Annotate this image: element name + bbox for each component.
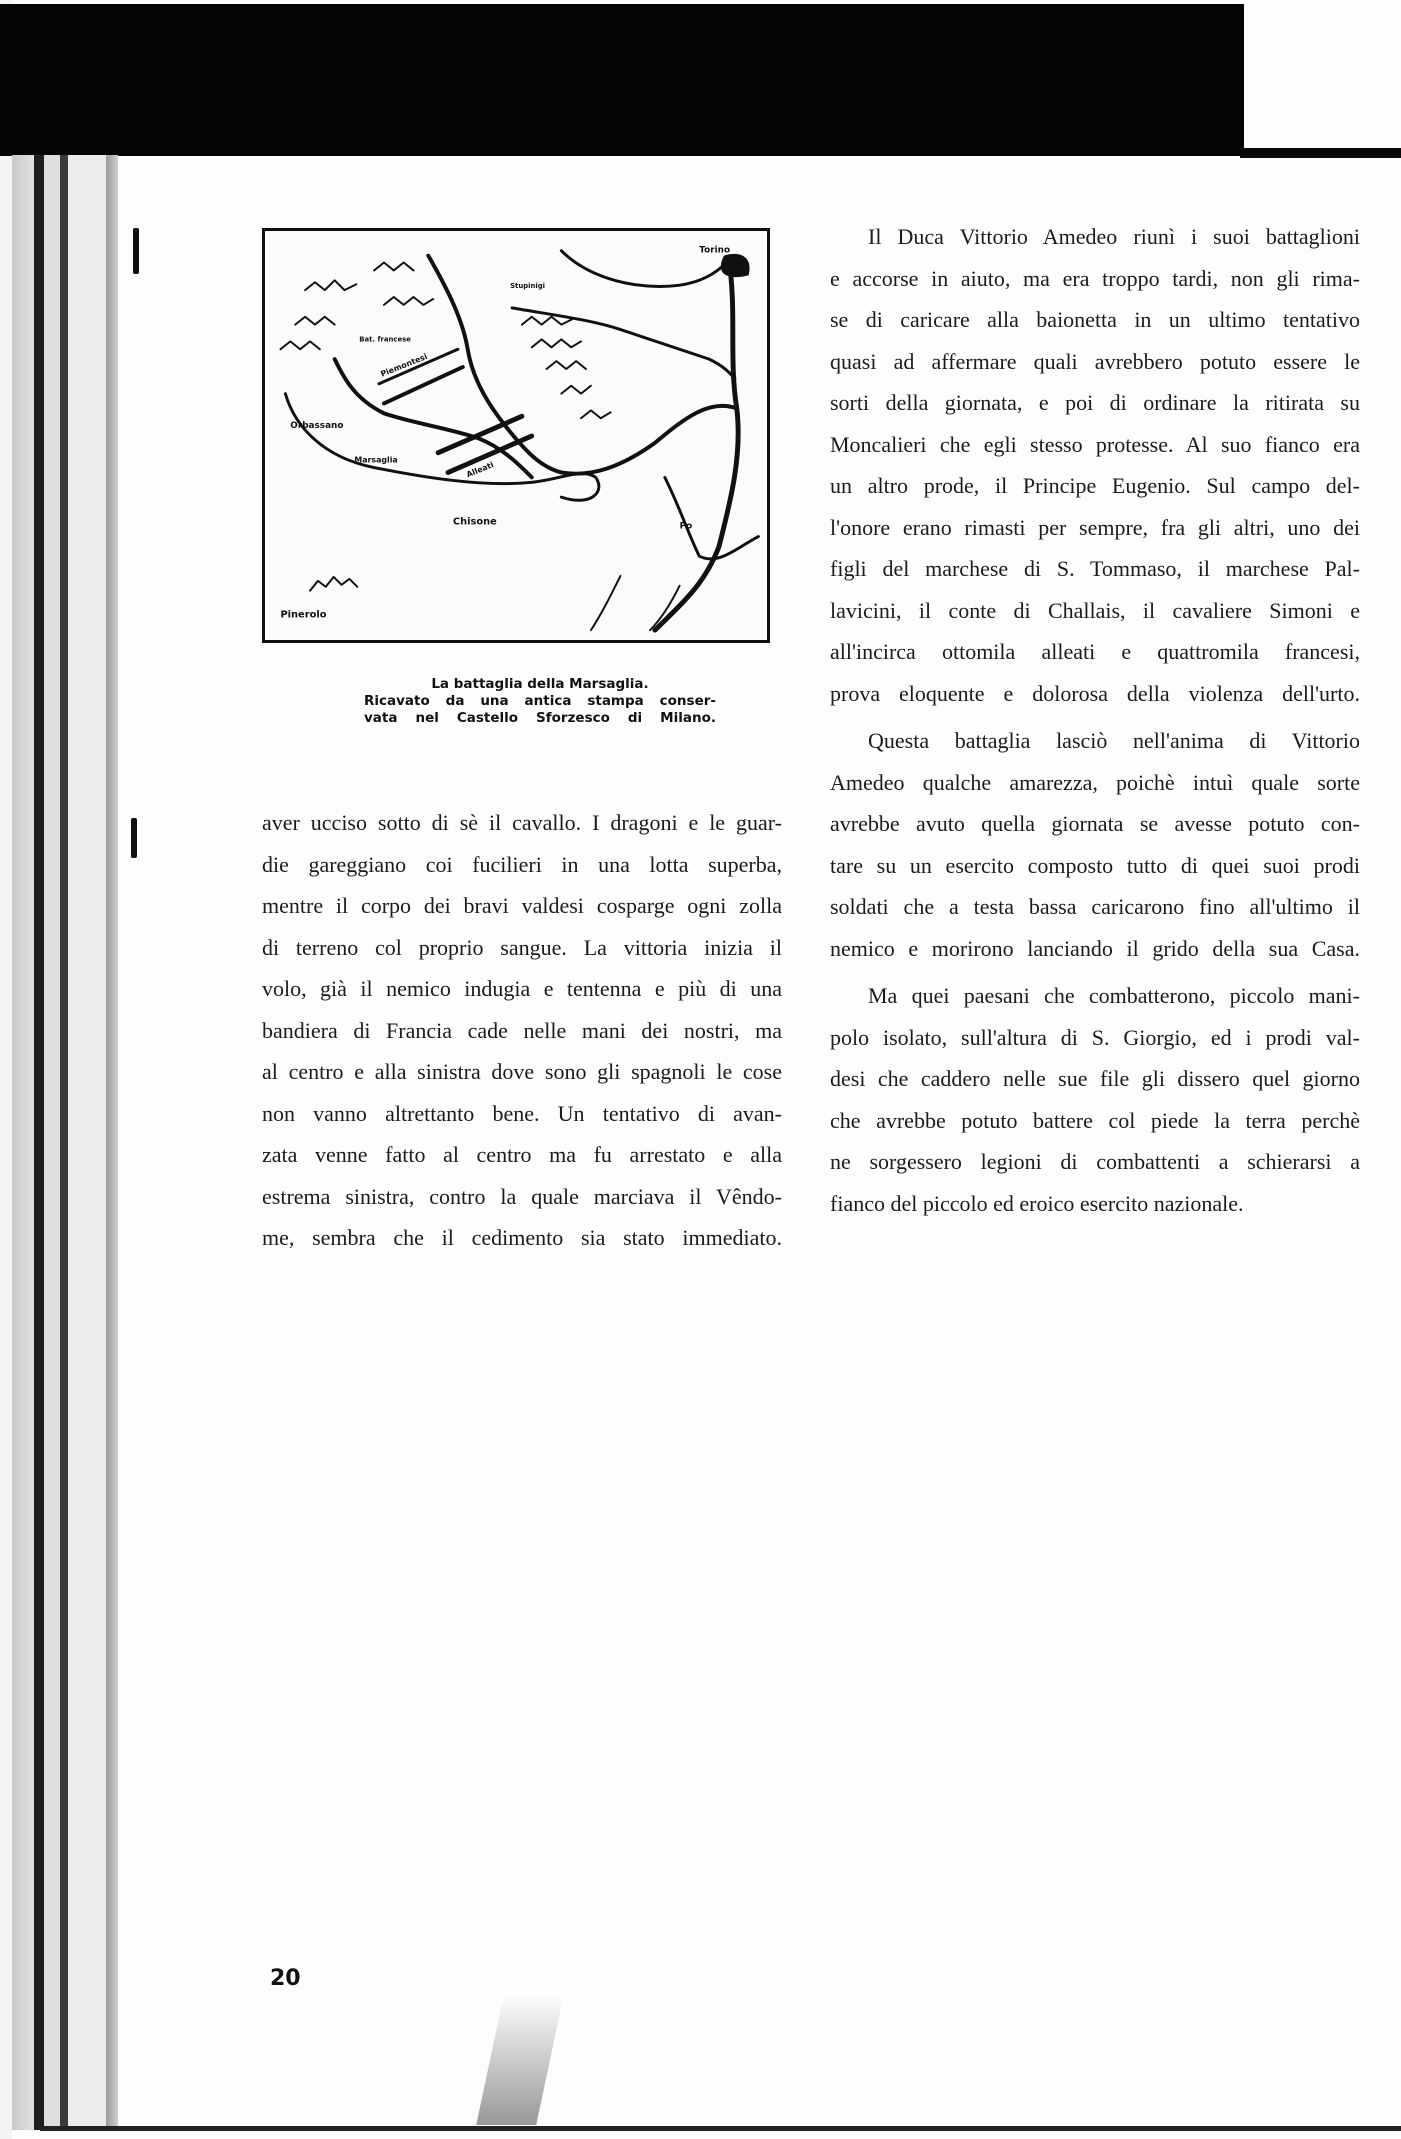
map-hills	[280, 341, 319, 349]
map-hills	[561, 386, 591, 394]
text-line: l'onore erano rimasti per sempre, fra gli altri, uno dei	[830, 514, 1360, 540]
left-column-text	[262, 802, 782, 1259]
map-label-pinerolo: Pinerolo	[280, 609, 327, 621]
text-line: figli del marchese di S. Tommaso, il marchese Pal-	[830, 556, 1360, 581]
text-line: quasi ad affermare quali avrebbero potuto essere le	[830, 348, 1360, 374]
binding-strip	[60, 155, 68, 2130]
text-line: aver ucciso sotto di sè il cavallo. I dragoni e le guar-	[262, 810, 782, 835]
text-line: Questa battaglia lasciò nell'anima di Vittorio	[868, 728, 1360, 753]
map-label-village: Stupinigi	[510, 282, 546, 291]
text-line: bandiera di Francia cade nelle mani dei nostri, ma	[262, 1017, 782, 1043]
text-line: soldati che a testa bassa caricarono fino all'ultimo il	[830, 894, 1360, 919]
text-line: che avrebbe potuto battere col piede la terra perchè	[830, 1107, 1360, 1133]
map-river-po	[655, 261, 738, 631]
text-line: Il Duca Vittorio Amedeo riunì i suoi battaglioni	[868, 224, 1360, 249]
paragraph	[262, 802, 782, 1259]
scan-black-band	[0, 4, 1244, 156]
binding-strip	[34, 155, 44, 2130]
map-label-piemontesi: Piemontesi	[379, 351, 429, 379]
text-line: Moncalieri che egli stesso protesse. Al suo fianco era	[830, 431, 1360, 457]
scan-smudge	[476, 1995, 564, 2125]
binding-strip	[68, 155, 106, 2130]
text-line: nemico e morirono lanciando il grido della sua Casa.	[830, 935, 1360, 961]
map-river	[561, 251, 729, 287]
map-hills	[305, 280, 356, 290]
map-hills	[295, 317, 334, 325]
text-line: di terreno col proprio sangue. La vittoria inizia il	[262, 934, 782, 960]
text-line: Amedeo qualche amarezza, poichè intuì quale sorte	[830, 769, 1360, 795]
text-line: prova eloquente e dolorosa della violenza dell'urto.	[830, 680, 1360, 706]
map-label-chisone: Chisone	[452, 516, 497, 528]
text-line: al centro e alla sinistra dove sono gli spagnoli le cose	[262, 1059, 782, 1084]
map-label-torino: Torino	[699, 245, 731, 256]
binding-strip	[12, 155, 34, 2130]
battle-map-drawing	[265, 231, 767, 640]
paragraph	[830, 975, 1360, 1224]
battle-map-figure	[262, 228, 770, 643]
map-hills	[374, 263, 413, 271]
text-line: volo, già il nemico indugia e tentenna e più di una	[262, 976, 782, 1001]
text-line: se di caricare alla baionetta in un ultimo tentativo	[830, 307, 1360, 332]
text-line: sorti della giornata, e poi di ordinare la ritirata su	[830, 390, 1360, 415]
text-line: polo isolato, sull'altura di S. Giorgio, ed i prodi val-	[830, 1024, 1360, 1050]
paragraph	[830, 720, 1360, 969]
right-column-text	[830, 216, 1360, 1224]
text-line: estrema sinistra, contro la quale marciava il Vêndo-	[262, 1183, 782, 1209]
map-hills	[310, 577, 357, 591]
map-river	[428, 256, 736, 474]
caption-line: vata nel Castello Sforzesco di Milano.	[364, 710, 716, 726]
margin-mark	[133, 228, 139, 274]
map-label-orbassano: Orbassano	[290, 421, 344, 432]
map-river	[665, 477, 759, 559]
map-torino-city	[721, 254, 750, 277]
text-line: ne sorgessero legioni di combattenti a schierarsi a	[830, 1149, 1360, 1174]
figure-caption	[340, 676, 740, 727]
caption-line: Ricavato da una antica stampa conser-	[364, 693, 716, 709]
text-line: avrebbe avuto quella giornata se avesse potuto con-	[830, 811, 1360, 836]
text-line: fianco del piccolo ed eroico esercito nazionale.	[830, 1190, 1244, 1216]
map-label-camp: Bat. francese	[359, 335, 411, 344]
text-line: e accorse in aiuto, ma era troppo tardi, non gli rima-	[830, 265, 1360, 291]
paragraph	[830, 216, 1360, 714]
map-label-marsaglia: Marsaglia	[354, 455, 398, 465]
text-line: me, sembra che il cedimento sia stato immediato.	[262, 1225, 782, 1250]
page-number: 20	[270, 1966, 301, 1991]
map-label-alleati: Alleati	[465, 460, 495, 480]
text-line: desi che caddero nelle sue file gli dissero quel giorno	[830, 1066, 1360, 1091]
scan-edge-line	[1240, 148, 1401, 158]
text-line: die gareggiano coi fucilieri in una lotta superba,	[262, 851, 782, 877]
binding-strip	[106, 155, 118, 2130]
map-hills	[547, 361, 586, 369]
text-line: non vanno altrettanto bene. Un tentativo di avan-	[262, 1100, 782, 1126]
caption-title: La battaglia della Marsaglia.	[431, 676, 649, 692]
map-label-po: Po	[679, 521, 693, 532]
scan-bottom-edge	[40, 2126, 1401, 2131]
text-line: lavicini, il conte di Challais, il cavaliere Simoni e	[830, 597, 1360, 623]
text-line: zata venne fatto al centro ma fu arrestato e alla	[262, 1142, 782, 1167]
margin-mark	[131, 818, 137, 858]
text-line: mentre il corpo dei bravi valdesi cosparge ogni zolla	[262, 893, 782, 918]
binding-strip	[44, 155, 60, 2130]
page-edge	[0, 0, 12, 2139]
text-line: tare su un esercito composto tutto di quei suoi prodi	[830, 852, 1360, 878]
text-line: un altro prode, il Principe Eugenio. Sul campo del-	[830, 473, 1360, 498]
map-hills	[581, 410, 611, 418]
map-river	[591, 576, 621, 630]
text-line: all'incirca ottomila alleati e quattromila francesi,	[830, 639, 1360, 664]
map-hills	[532, 339, 581, 347]
map-hills	[384, 297, 433, 305]
map-river-chisone	[285, 394, 598, 501]
text-line: Ma quei paesani che combatterono, piccolo mani-	[868, 983, 1360, 1008]
